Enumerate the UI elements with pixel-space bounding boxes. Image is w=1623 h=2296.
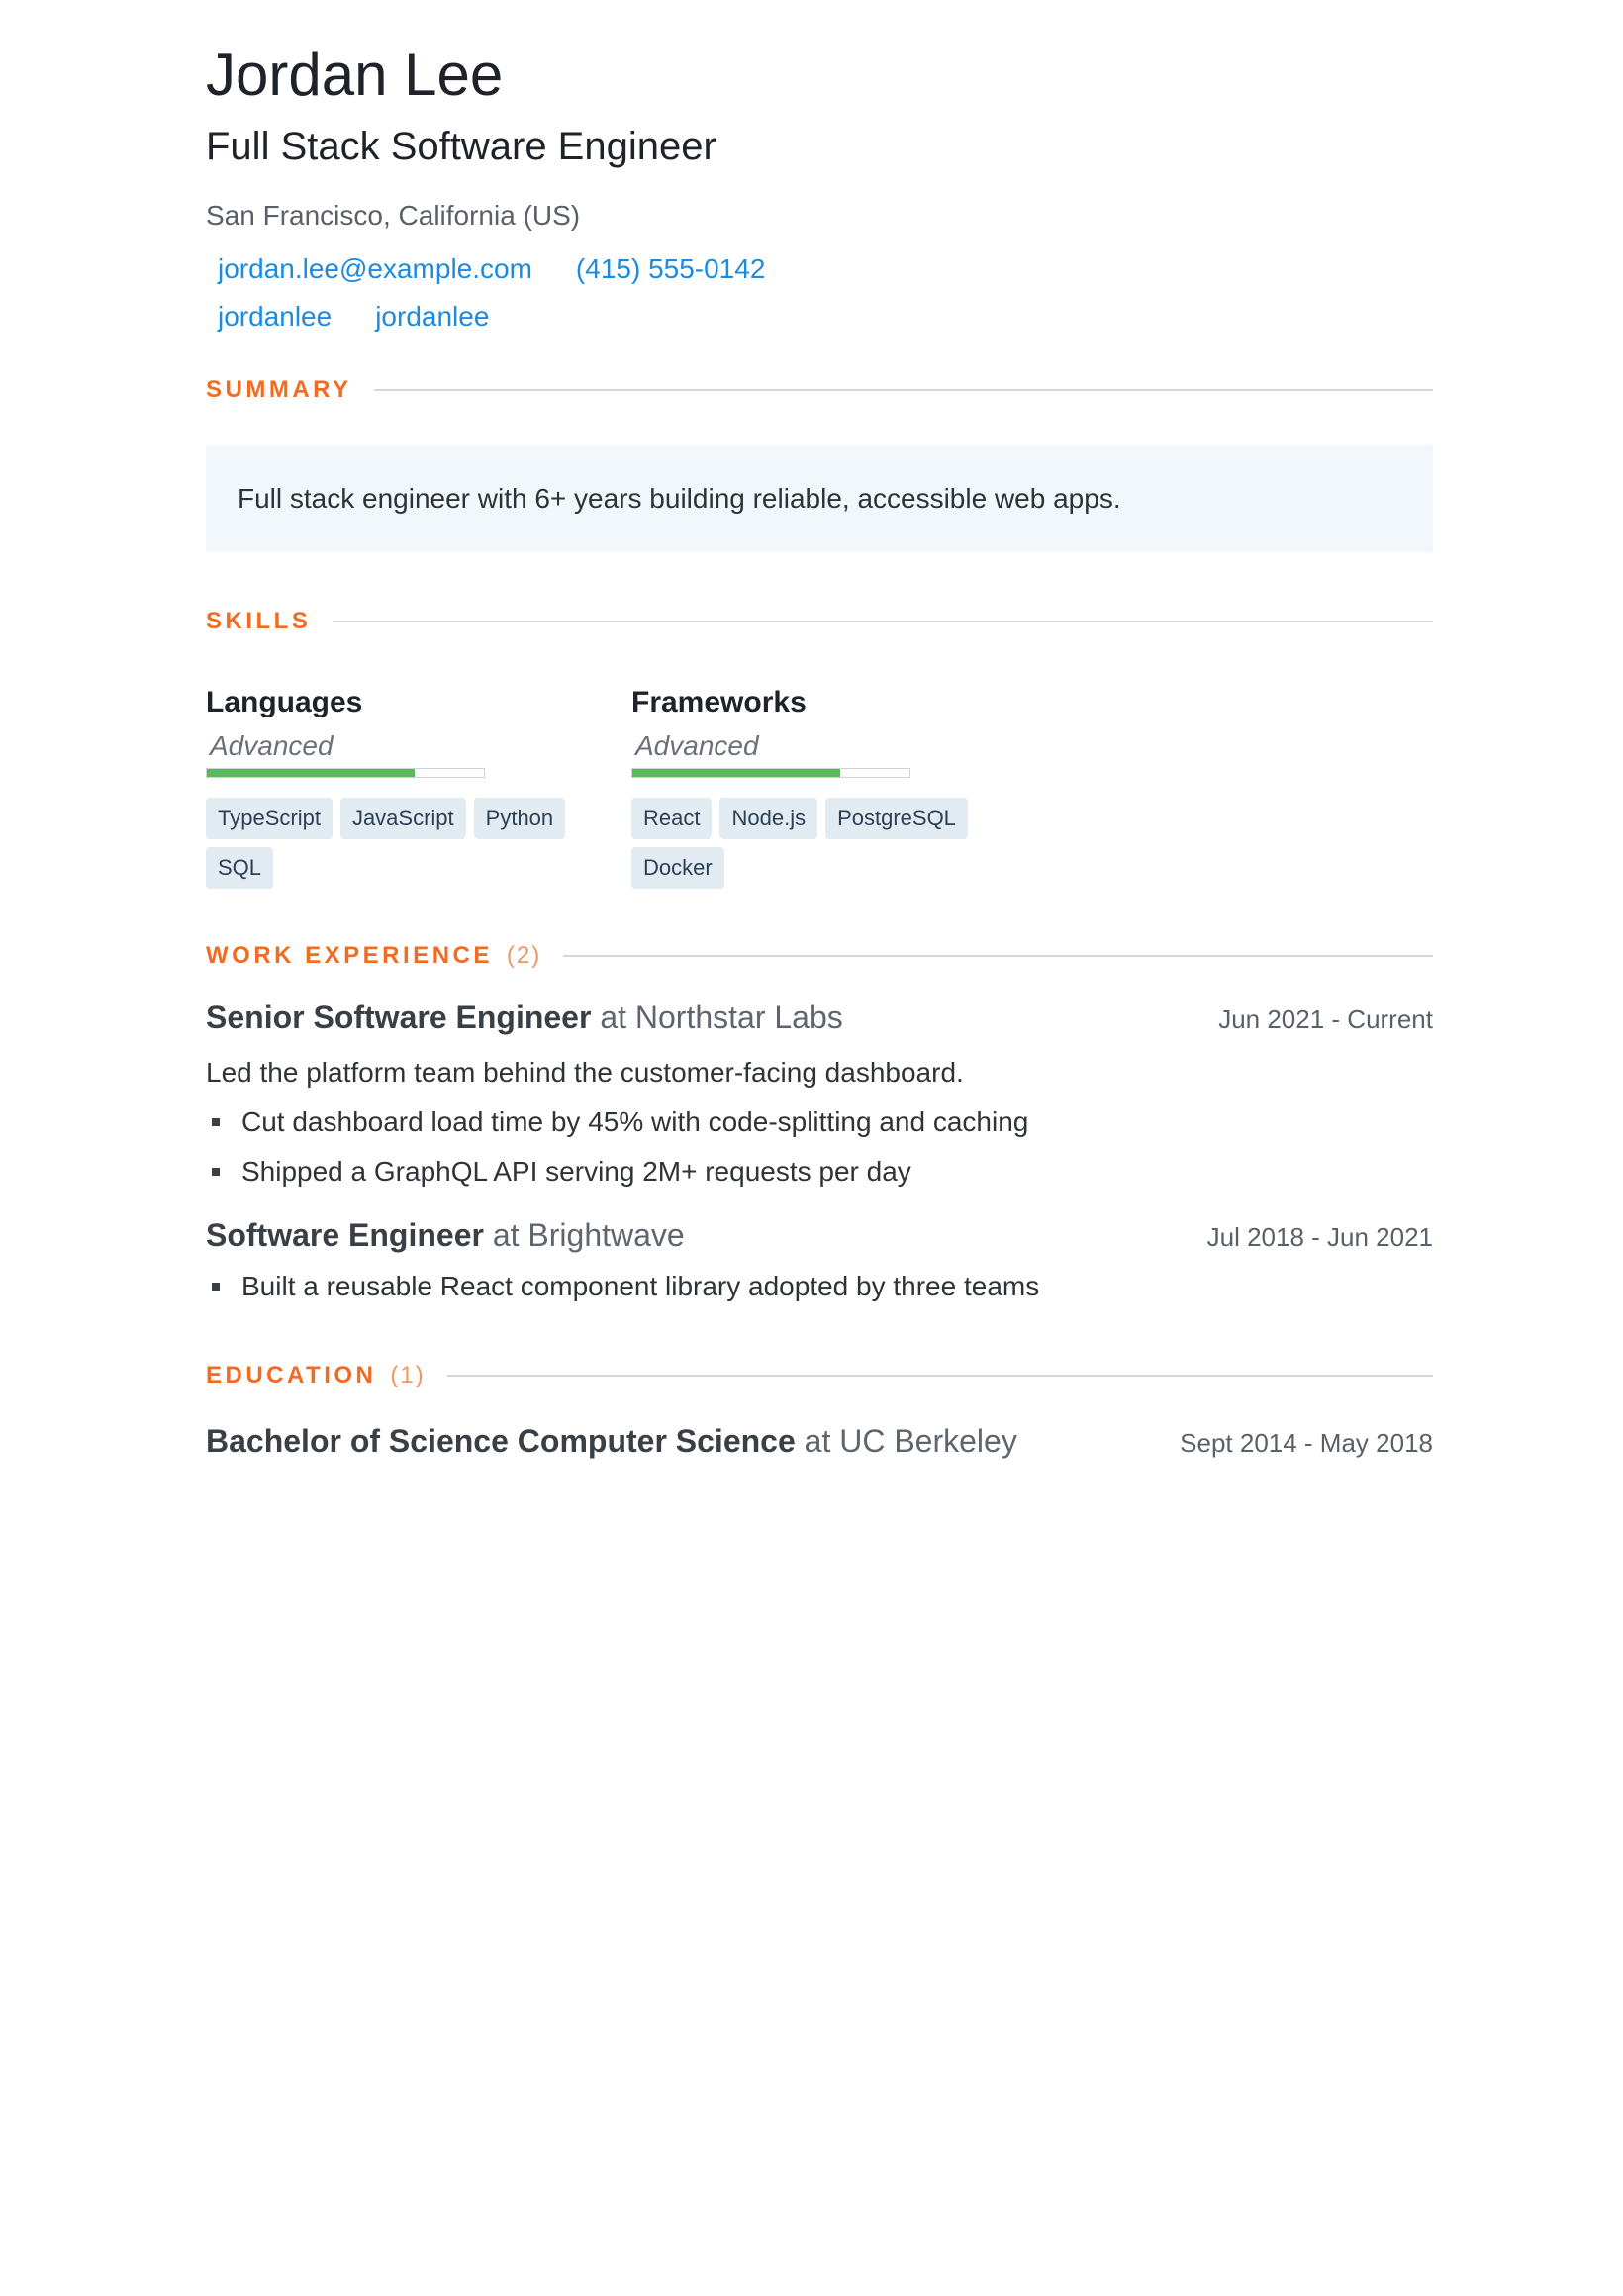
summary-section [206, 370, 1433, 552]
skill-group-name: Languages [206, 686, 363, 718]
skill-keyword: Node.js [719, 798, 817, 839]
section-title: SKILLS [206, 608, 312, 634]
job-highlight [206, 1102, 1433, 1142]
job-highlights [206, 1267, 1433, 1306]
job-highlight-text: Built a reusable React component library adopted by three teams [241, 1271, 1040, 1301]
education-institution: at UC Berkeley [804, 1423, 1017, 1459]
resume-content [206, 36, 1433, 1463]
work-entry [206, 1213, 1433, 1306]
skill-level-bar [631, 768, 910, 778]
skill-level-bar [206, 768, 485, 778]
education-degree: Bachelor of Science Computer Science [206, 1423, 796, 1459]
summary-box [206, 445, 1433, 552]
section-title: EDUCATION [206, 1362, 377, 1388]
skill-keyword: PostgreSQL [825, 798, 968, 839]
email-link[interactable]: jordan.lee@example.com [218, 253, 532, 284]
skill-group [206, 683, 631, 889]
work-entry-header [206, 996, 1433, 1039]
section-count: (1) [390, 1362, 426, 1388]
skill-keyword: Python [474, 798, 566, 839]
job-dates: Jul 2018 - Jun 2021 [1206, 1222, 1433, 1252]
bullet-square-icon [212, 1168, 220, 1176]
skill-group [631, 683, 1057, 889]
job-summary: Led the platform team behind the customer-facing dashboard. [206, 1057, 964, 1088]
work-heading [206, 936, 1433, 976]
section-divider [333, 621, 1433, 622]
job-highlight [206, 1152, 1433, 1192]
skill-keyword: Docker [631, 847, 724, 889]
work-section [206, 936, 1433, 1306]
skill-level-label: Advanced [635, 730, 759, 761]
section-divider [563, 955, 1433, 957]
job-highlight-text: Shipped a GraphQL API serving 2M+ requests per day [241, 1156, 911, 1187]
job-highlight-text: Cut dashboard load time by 45% with code-splitting and caching [241, 1106, 1029, 1137]
profile-link-2[interactable]: jordanlee [375, 301, 490, 332]
skill-keyword: TypeScript [206, 798, 333, 839]
skill-keywords [631, 798, 1047, 889]
skill-group-name: Frameworks [631, 686, 807, 718]
job-company: at Brightwave [492, 1217, 685, 1253]
summary-text: Full stack engineer with 6+ years building reliable, accessible web apps. [238, 483, 1121, 514]
work-entry-title [206, 996, 843, 1039]
candidate-headline: Full Stack Software Engineer [206, 125, 716, 168]
contact-row-primary [218, 249, 1433, 289]
skills-grid [206, 683, 1433, 889]
candidate-location: San Francisco, California (US) [206, 200, 581, 231]
work-entry-header [206, 1213, 1433, 1257]
bullet-square-icon [212, 1118, 220, 1126]
job-position: Senior Software Engineer [206, 1000, 592, 1035]
job-position: Software Engineer [206, 1217, 484, 1253]
job-highlights [206, 1102, 1433, 1192]
section-title: SUMMARY [206, 376, 352, 403]
skill-level-label: Advanced [210, 730, 334, 761]
skill-keywords [206, 798, 621, 889]
job-company: at Northstar Labs [600, 1000, 843, 1035]
job-dates: Jun 2021 - Current [1218, 1004, 1433, 1034]
skill-keyword: React [631, 798, 712, 839]
education-entry-header [206, 1419, 1433, 1463]
skill-level-fill [632, 769, 840, 777]
section-divider [447, 1375, 1433, 1377]
education-dates: Sept 2014 - May 2018 [1180, 1428, 1433, 1458]
education-heading [206, 1356, 1433, 1395]
section-count: (2) [506, 942, 542, 969]
work-entry-title [206, 1213, 685, 1257]
education-entry-title [206, 1419, 1017, 1463]
work-entry [206, 996, 1433, 1192]
summary-heading [206, 370, 1433, 410]
section-divider [374, 389, 1433, 391]
education-section [206, 1356, 1433, 1463]
profile-link-1[interactable]: jordanlee [218, 301, 333, 332]
skill-keyword: SQL [206, 847, 273, 889]
resume-header [206, 36, 1433, 336]
candidate-name: Jordan Lee [206, 42, 504, 108]
skill-level-fill [207, 769, 415, 777]
phone-link[interactable]: (415) 555-0142 [575, 253, 766, 284]
bullet-square-icon [212, 1283, 220, 1291]
section-title: WORK EXPERIENCE [206, 942, 493, 969]
skills-section [206, 602, 1433, 889]
job-highlight [206, 1267, 1433, 1306]
education-entry [206, 1419, 1433, 1463]
contact-row-profiles [218, 297, 1433, 336]
skill-keyword: JavaScript [340, 798, 466, 839]
skills-heading [206, 602, 1433, 641]
